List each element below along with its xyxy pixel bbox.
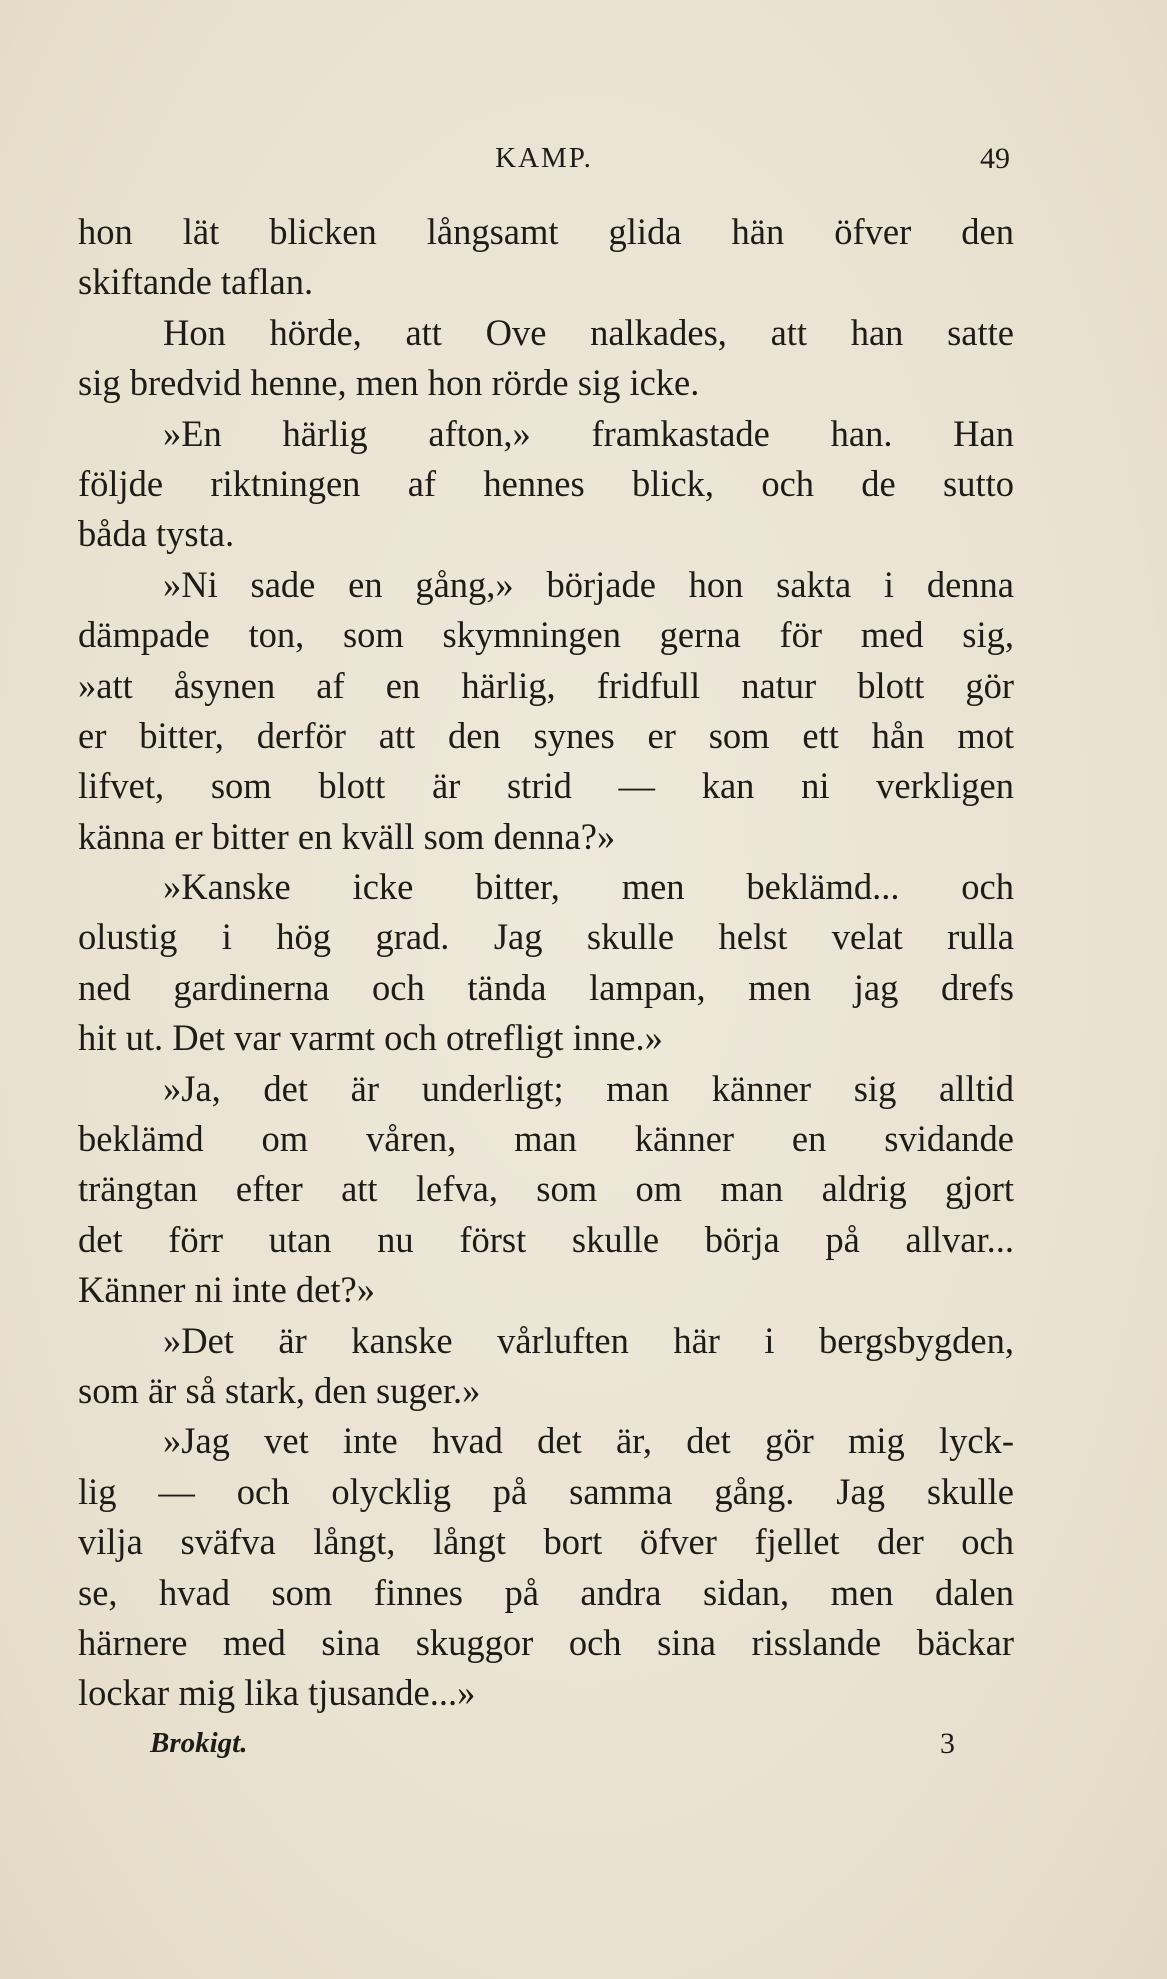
text-line: känna er bitter en kväll som denna?»: [78, 815, 616, 857]
text-line: skiftande taflan.: [78, 261, 314, 303]
text-line: följde riktningen af hennes blick, och de sutto: [78, 462, 1014, 504]
text-line: lockar mig lika tjusande...»: [78, 1672, 476, 1714]
signature-number: 3: [940, 1727, 955, 1760]
text-line: se, hvad som finnes på andra sidan, men dalen: [78, 1571, 1014, 1613]
text-line: som är så stark, den suger.»: [78, 1369, 481, 1411]
text-line: »Kanske icke bitter, men beklämd... och: [163, 866, 1014, 908]
text-line: Känner ni inte det?»: [78, 1269, 375, 1311]
text-line: »Det är kanske vårluften här i bergsbygden,: [163, 1319, 1014, 1361]
text-line: beklämd om våren, man känner en svidande: [78, 1118, 1014, 1160]
text-line: sig bredvid henne, men hon rörde sig icke.: [78, 362, 700, 404]
text-line: »Ja, det är underligt; man känner sig alltid: [163, 1067, 1014, 1109]
text-line: lig — och olycklig på samma gång. Jag skulle: [78, 1470, 1014, 1512]
text-line: lifvet, som blott är strid — kan ni verkligen: [78, 765, 1014, 807]
text-line: ned gardinerna och tända lampan, men jag drefs: [78, 966, 1014, 1008]
text-line: »att åsynen af en härlig, fridfull natur blott gör: [78, 664, 1014, 706]
text-line: »En härlig afton,» framkastade han. Han: [163, 412, 1014, 454]
text-line: »Jag vet inte hvad det är, det gör mig lyck-: [163, 1420, 1014, 1462]
page-number: 49: [980, 142, 1010, 175]
text-line: olustig i hög grad. Jag skulle helst velat rulla: [78, 916, 1014, 958]
text-line: härnere med sina skuggor och sina risslande bäckar: [78, 1621, 1014, 1663]
text-line: hit ut. Det var varmt och otrefligt inne.»: [78, 1017, 663, 1059]
page-footer: [150, 1727, 955, 1767]
text-line: trängtan efter att lefva, som om man aldrig gjort: [78, 1168, 1014, 1210]
text-line: er bitter, derför att den synes er som ett hån mot: [78, 714, 1014, 756]
text-line: Hon hörde, att Ove nalkades, att han satte: [163, 311, 1014, 353]
body-text: [78, 207, 1014, 1719]
running-title: KAMP.: [495, 142, 593, 174]
signature-mark: Brokigt.: [150, 1727, 248, 1759]
text-line: dämpade ton, som skymningen gerna för med sig,: [78, 614, 1014, 656]
page-header: [78, 142, 1010, 182]
text-line: hon lät blicken långsamt glida hän öfver den: [78, 211, 1014, 252]
text-line: det förr utan nu först skulle börja på allvar...: [78, 1218, 1014, 1260]
text-line: båda tysta.: [78, 513, 235, 555]
text-line: »Ni sade en gång,» började hon sakta i denna: [163, 563, 1014, 605]
text-line: vilja sväfva långt, långt bort öfver fjellet der och: [78, 1521, 1014, 1563]
